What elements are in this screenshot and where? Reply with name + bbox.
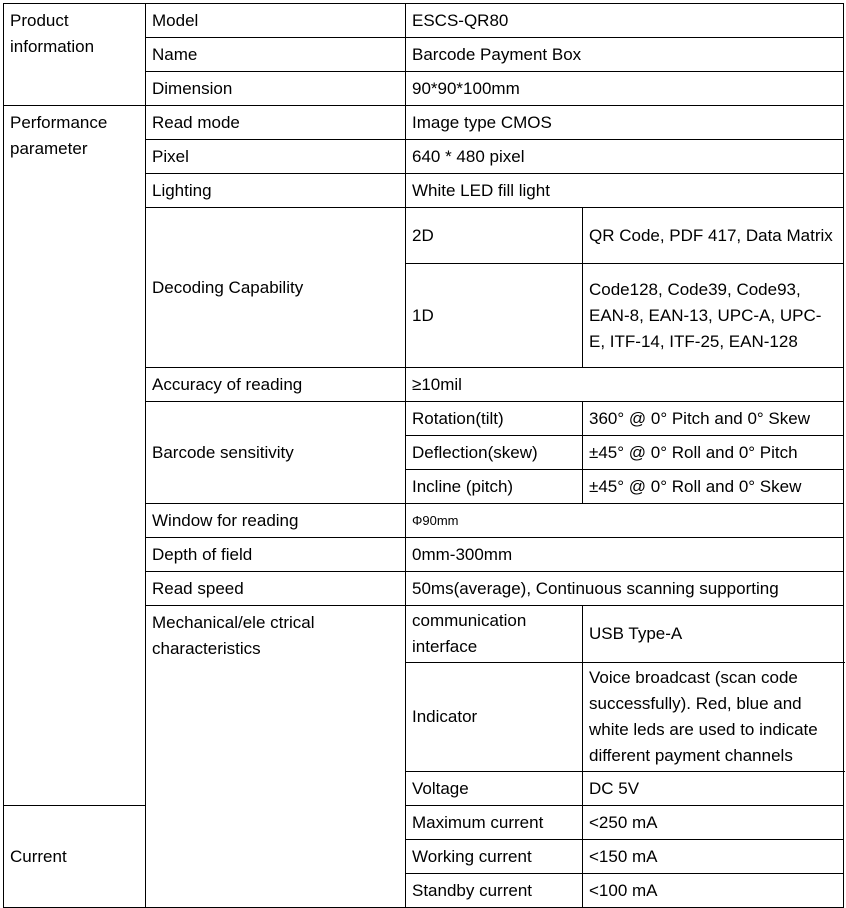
sub-label-2d: 2D <box>406 208 583 264</box>
row-value-depth: 0mm-300mm <box>406 538 844 572</box>
sub-value-deflection: ±45° @ 0° Roll and 0° Pitch <box>583 436 844 470</box>
row-value-accuracy: ≥10mil <box>406 368 844 402</box>
sub-label-deflection: Deflection(skew) <box>406 436 583 470</box>
section-product-info: Product information <box>4 4 146 106</box>
row-label-read-mode: Read mode <box>146 106 406 140</box>
spec-table <box>3 3 844 908</box>
sub-label-incline: Incline (pitch) <box>406 470 583 504</box>
sub-label-maximum: Maximum current <box>406 806 583 840</box>
row-value-voltage: DC 5V <box>583 772 844 806</box>
row-label-sensitivity: Barcode sensitivity <box>146 402 406 504</box>
sub-label-working: Working current <box>406 840 583 874</box>
sub-value-1d: Code128, Code39, Code93, EAN-8, EAN-13, UPC-A, UPC-E, ITF-14, ITF-25, EAN-128 <box>583 264 844 368</box>
row-label-pixel: Pixel <box>146 140 406 174</box>
sub-value-incline: ±45° @ 0° Roll and 0° Skew <box>583 470 844 504</box>
sub-value-maximum: <250 mA <box>583 806 844 840</box>
row-value-read-mode: Image type CMOS <box>406 106 844 140</box>
table-row <box>4 4 844 38</box>
row-label-indicator: Indicator <box>406 663 583 772</box>
section-mechanical: Mechanical/ele ctrical characteristics <box>146 606 406 908</box>
row-label-voltage: Voltage <box>406 772 583 806</box>
table-row <box>4 806 844 840</box>
sub-value-working: <150 mA <box>583 840 844 874</box>
row-label-decoding: Decoding Capability <box>146 208 406 368</box>
row-value-window: Φ90mm <box>406 504 844 538</box>
row-label-model: Model <box>146 4 406 38</box>
row-value-interface: USB Type-A <box>583 606 844 663</box>
row-value-name: Barcode Payment Box <box>406 38 844 72</box>
row-label-speed: Read speed <box>146 572 406 606</box>
row-value-pixel: 640 * 480 pixel <box>406 140 844 174</box>
row-label-interface: communication interface <box>406 606 583 663</box>
table-row <box>4 106 844 140</box>
row-label-lighting: Lighting <box>146 174 406 208</box>
sub-value-standby: <100 mA <box>583 874 844 908</box>
sub-label-1d: 1D <box>406 264 583 368</box>
sub-label-standby: Standby current <box>406 874 583 908</box>
sub-label-rotation: Rotation(tilt) <box>406 402 583 436</box>
row-value-lighting: White LED fill light <box>406 174 844 208</box>
row-label-depth: Depth of field <box>146 538 406 572</box>
row-label-window: Window for reading <box>146 504 406 538</box>
row-label-dimension: Dimension <box>146 72 406 106</box>
row-label-accuracy: Accuracy of reading <box>146 368 406 402</box>
row-label-current: Current <box>4 806 146 908</box>
row-value-dimension: 90*90*100mm <box>406 72 844 106</box>
row-value-indicator: Voice broadcast (scan code successfully). Red, blue and white leds are used to indicate different payment channels <box>583 663 844 772</box>
row-label-name: Name <box>146 38 406 72</box>
section-performance: Performance parameter <box>4 106 146 806</box>
row-value-speed: 50ms(average), Continuous scanning supporting <box>406 572 844 606</box>
sub-value-rotation: 360° @ 0° Pitch and 0° Skew <box>583 402 844 436</box>
row-value-model: ESCS-QR80 <box>406 4 844 38</box>
sub-value-2d: QR Code, PDF 417, Data Matrix <box>583 208 844 264</box>
